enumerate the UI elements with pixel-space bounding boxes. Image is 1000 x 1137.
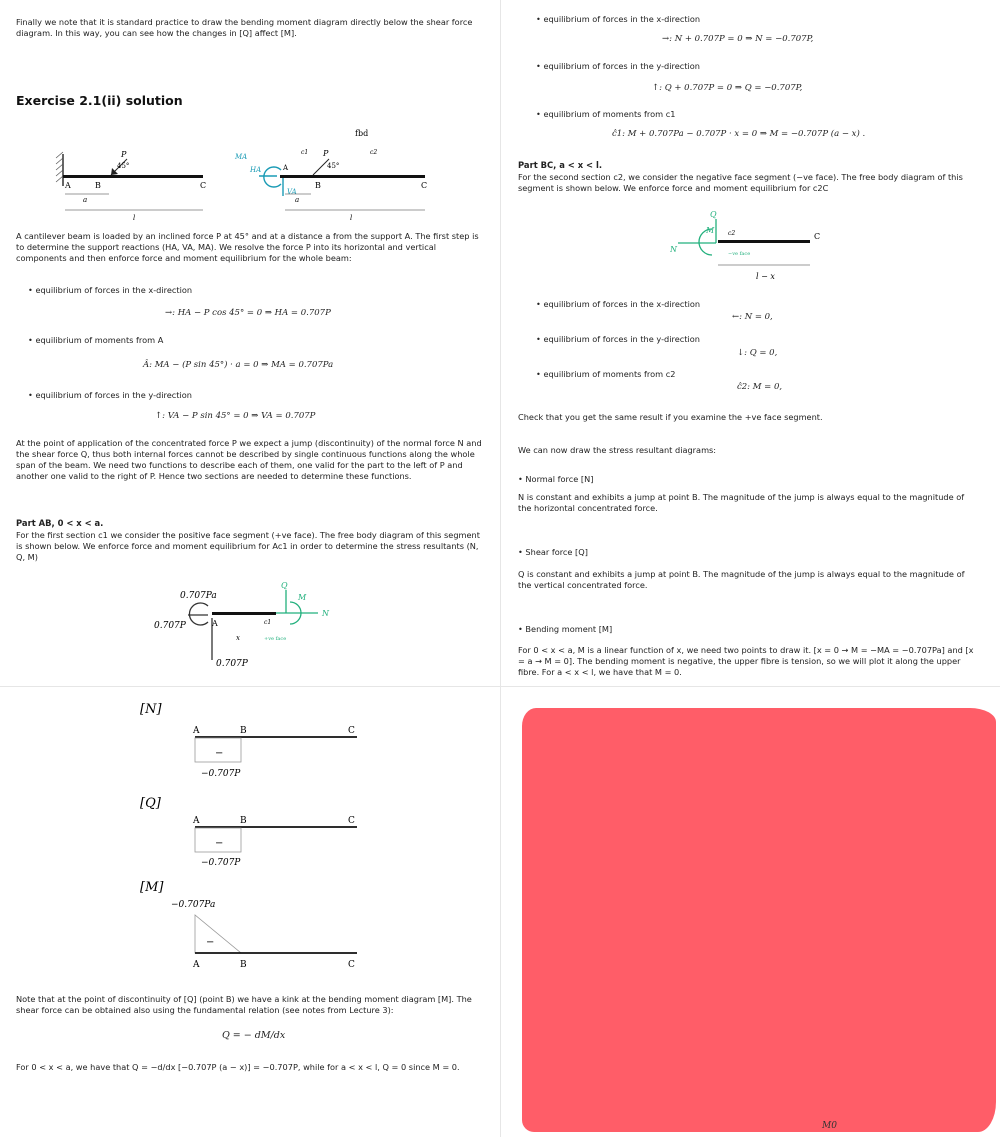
bullet-x-eq: • equilibrium of forces in the x-direction (28, 285, 193, 295)
rt-eq-q2: ↓: Q = 0, (737, 348, 778, 358)
fig2-label-m: M (298, 593, 307, 602)
fig2-label-pa: 0.707Pa (180, 591, 217, 601)
dim-a: a (83, 196, 88, 204)
beam-left (63, 175, 203, 178)
q-label-c: C (348, 816, 355, 826)
para-reactions: A cantilever beam is loaded by an inclined force P at 45° and at a distance a from the support A. The first step is to determine the support reactions (HA, VA, MA). We resolve the force P into its horizontal and vertical components and then enforce force and moment equilibrium for the whole beam: (16, 231, 479, 263)
label-b-point: B (95, 181, 101, 190)
rt-eq-m2: ĉ2: M = 0, (737, 382, 783, 392)
dim-l: l (133, 214, 136, 222)
rt-bullet-y: • equilibrium of forces in the y-direction (536, 61, 700, 71)
draw-text: We can now draw the stress resultant diagrams: (518, 445, 717, 455)
rt-bullet-m2: • equilibrium of moments from c2 (536, 369, 676, 379)
cantilever-figure (55, 124, 450, 224)
n-label-a: A (193, 726, 200, 736)
eq-va: ↑: VA − P sin 45° = 0 ⇒ VA = 0.707P (155, 411, 316, 421)
label-va: VA (287, 188, 297, 196)
fig3-label-q: Q (710, 210, 717, 219)
normal-force-text: N is constant and exhibits a jump at point B. The magnitude of the jump is always equal to the magnitude of the horizontal concentrated force. (518, 492, 965, 513)
fig3-label-len: l − x (756, 272, 775, 281)
q-value: −0.707P (201, 858, 241, 868)
label-a-point: A (65, 181, 71, 190)
fig2-label-c1: c1 (264, 619, 272, 626)
label-ma: MA (235, 153, 248, 161)
fig2-label-n: N (322, 609, 329, 618)
segment-bc-figure (670, 205, 840, 285)
fbd-label-angle: 45° (327, 162, 340, 170)
m-triangle (195, 915, 241, 953)
label-ha: HA (250, 166, 262, 174)
fig2-label-x: x (236, 634, 240, 642)
segment-ab-figure (150, 582, 350, 672)
bullet-moment: • equilibrium of moments from A (28, 335, 164, 345)
stress-resultant-diagrams (135, 695, 375, 970)
kink-note: Note that at the point of discontinuity of [Q] (point B) we have a kink at the bending moment diagram [M]. The shear force can be obtained also using the fundamental relation (see notes from Lecture 3): (16, 994, 472, 1015)
eq-ha: →: HA − P cos 45° = 0 ⇒ HA = 0.707P (165, 308, 331, 318)
exercise-heading: Exercise 2.1(ii) solution (16, 93, 183, 108)
n-minus: − (215, 748, 224, 759)
part-bc-text: For the second section c2, we consider the negative face segment (−ve face). The free body diagram of this segment is shown below. We enforce force and moment equilibrium for c2C (518, 172, 963, 193)
fig3-label-c2: c2 (728, 230, 736, 237)
label-fbd: fbd (355, 129, 369, 138)
rt-bullet-x2: • equilibrium of forces in the x-direction (536, 299, 701, 309)
n-diagram-label: [N] (140, 702, 162, 717)
label-angle: 45° (117, 162, 130, 170)
normal-force-title: • Normal force [N] (518, 474, 594, 484)
label-c-point: C (200, 181, 207, 190)
label-c2: c2 (370, 149, 378, 156)
m-label-c: C (348, 960, 355, 970)
fundamental-formula: Q = − dM/dx (222, 1030, 286, 1041)
corner-label: M0 (822, 1121, 837, 1131)
panel-divider-h (0, 686, 1000, 687)
fig3-beam (718, 240, 810, 243)
rt-eq-q: ↑: Q + 0.707P = 0 ⇒ Q = −0.707P, (652, 83, 803, 93)
para-discontinuity: At the point of application of the concentrated force P we expect a jump (discontinuity) of the normal force N and the shear force Q, thus both internal forces cannot be described by single continuous functions along the whole span of the beam. We need two functions to describe each of them, one valid for the part to the left of P and another one valid to the right of P. Hence two sections are needed to determine these functions. (16, 438, 482, 481)
final-statement: For 0 < x < a, we have that Q = −d/dx [−0.707P (a − x)] = −0.707P, while for a < x < l, Q = 0 since M = 0. (16, 1062, 460, 1072)
fig2-label-a: A (212, 619, 218, 628)
part-bc-title: Part BC, a < x < l. (518, 160, 603, 170)
check-text: Check that you get the same result if you examine the +ve face segment. (518, 412, 823, 422)
wall (56, 152, 63, 186)
q-minus: − (215, 838, 224, 849)
shear-force-title: • Shear force [Q] (518, 547, 588, 557)
fig3-label-n: N (670, 245, 677, 254)
m-label-a: A (193, 960, 200, 970)
m-diagram-label: [M] (140, 880, 164, 895)
fig2-label-p-bottom: 0.707P (216, 659, 248, 669)
n-label-b: B (240, 726, 247, 736)
fig2-label-p-left: 0.707P (154, 621, 186, 631)
eq-ma: Â: MA − (P sin 45°) · a = 0 ⇒ MA = 0.707Pa (143, 360, 334, 370)
shear-force-text: Q is constant and exhibits a jump at point B. The magnitude of the jump is always equal to the magnitude of the vertical concentrated force. (518, 569, 965, 590)
fbd-dim-a: a (295, 196, 300, 204)
fig2-label-face: +ve face (264, 636, 287, 642)
part-ab-title: Part AB, 0 < x < a. (16, 518, 104, 528)
rt-bullet-m: • equilibrium of moments from c1 (536, 109, 676, 119)
part-ab-text: For the first section c1 we consider the positive face segment (+ve face). The free body diagram of this segment is shown below. We enforce force and moment equilibrium for Ac1 in order to determine the stress resultants (N, Q, M) (16, 530, 480, 562)
rt-bullet-x: • equilibrium of forces in the x-direction (536, 14, 701, 24)
q-label-a: A (193, 816, 200, 826)
moment-arrow (264, 167, 281, 187)
fig2-label-q: Q (281, 582, 288, 590)
m-value: −0.707Pa (171, 900, 216, 910)
fbd-label-b: B (315, 181, 321, 190)
rt-eq-m: ĉ1: M + 0.707Pa − 0.707P · x = 0 ⇒ M = −0.707P (a − x) . (612, 129, 866, 139)
redaction-block (522, 708, 996, 1132)
intro-text: Finally we note that it is standard practice to draw the bending moment diagram directly below the shear force diagram. In this way, you can see how the changes in [Q] affect [M]. (16, 17, 473, 38)
fig3-label-c: C (814, 232, 821, 241)
fig2-beam (212, 612, 276, 615)
rt-eq-n: →: N + 0.707P = 0 ⇒ N = −0.707P, (662, 34, 814, 44)
q-label-b: B (240, 816, 247, 826)
beam-fbd (280, 175, 425, 178)
rt-eq-n2: ←: N = 0, (732, 312, 773, 322)
fbd-label-p: P (323, 149, 329, 158)
label-c1: c1 (301, 149, 309, 156)
n-value: −0.707P (201, 769, 241, 779)
bullet-y-eq: • equilibrium of forces in the y-direction (28, 390, 192, 400)
fbd-label-a: A (283, 164, 289, 172)
q-diagram-label: [Q] (140, 796, 161, 811)
fbd-dim-l: l (350, 214, 353, 222)
fbd-label-c: C (421, 181, 428, 190)
n-label-c: C (348, 726, 355, 736)
rt-bullet-y2: • equilibrium of forces in the y-direction (536, 334, 700, 344)
m-minus: − (206, 937, 215, 948)
m-label-b: B (240, 960, 247, 970)
bending-moment-title: • Bending moment [M] (518, 624, 613, 634)
panel-divider (500, 0, 501, 1137)
label-p: P (121, 150, 127, 159)
fig3-label-face: −ve face (728, 251, 751, 257)
fig3-label-m: M (706, 226, 715, 235)
bending-moment-text: For 0 < x < a, M is a linear function of x, we need two points to draw it. [x = 0 → M = −MA = −0.707Pa] and [x = a → M = 0]. The bending moment is negative, the upper fibre is tension, so we will plot it along the upper fibre. For a < x < l, we have that M = 0. (518, 645, 974, 677)
